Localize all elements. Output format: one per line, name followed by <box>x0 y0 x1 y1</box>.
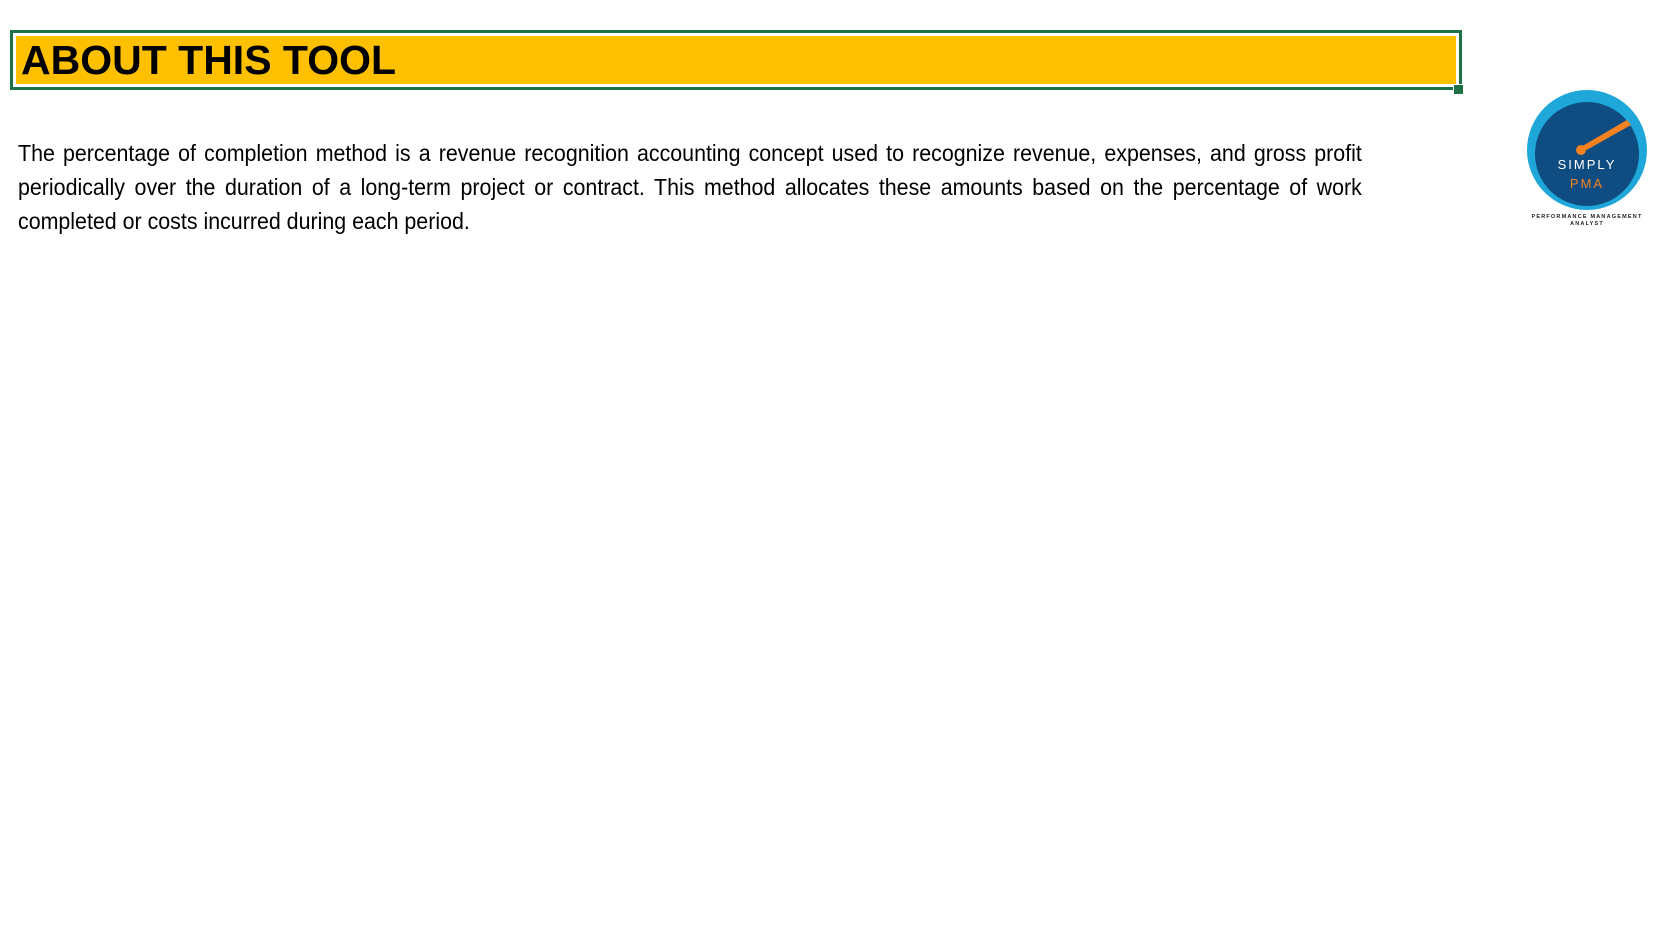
simply-pma-logo <box>1517 90 1657 235</box>
logo-text-simply: SIMPLY <box>1557 157 1617 172</box>
page-title: ABOUT THIS TOOL <box>21 36 397 83</box>
speedometer-gauge-icon <box>1517 90 1657 210</box>
title-cell[interactable] <box>10 30 1462 90</box>
cell-fill-handle[interactable] <box>1453 84 1464 95</box>
title-banner <box>15 35 1457 85</box>
tool-description: The percentage of completion method is a revenue recognition accounting concept used to recognize revenue, expenses, and gross profit periodically over the duration of a long-term project or contract. This method allocates these amounts based on the percentage of work completed or costs incurred during each period. <box>18 140 1362 234</box>
logo-text-pma: PMA <box>1569 176 1605 191</box>
logo-caption: PERFORMANCE MANAGEMENT ANALYST <box>1531 214 1643 227</box>
